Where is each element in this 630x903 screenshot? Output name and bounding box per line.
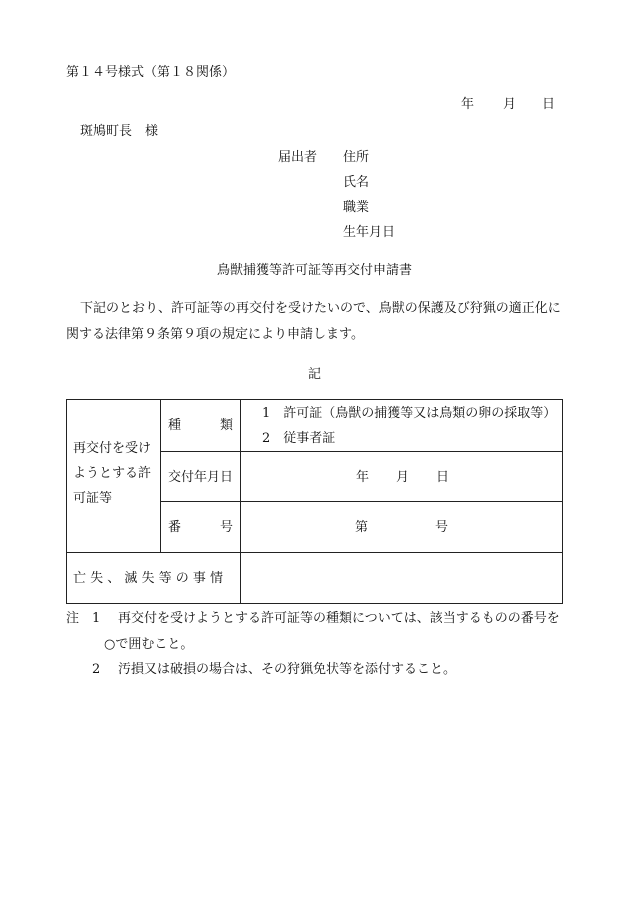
addressee: 斑鳩町長 様 bbox=[80, 124, 159, 139]
type-label-char-2: 類 bbox=[220, 418, 234, 433]
table-divider-h3 bbox=[67, 552, 563, 553]
applicant-label: 届出者 bbox=[278, 150, 318, 165]
note-2-text: 汚損又は破損の場合は、その狩猟免状等を添付すること。 bbox=[118, 662, 457, 677]
body-line-2: 関する法律第９条第９項の規定により申請します。 bbox=[66, 327, 364, 342]
loss-circumstances-label: 亡 失 、 滅 失 等 の 事 情 bbox=[73, 571, 224, 586]
row-header-line-3: 可証等 bbox=[73, 491, 113, 506]
row-header-line-2: ようとする許 bbox=[73, 466, 152, 481]
document-title: 鳥獣捕獲等許可証等再交付申請書 bbox=[217, 263, 413, 278]
row-header-line-1: 再交付を受け bbox=[73, 441, 152, 456]
table-divider-h1 bbox=[160, 451, 563, 452]
form-number: 第１４号様式（第１８関係） bbox=[66, 65, 236, 80]
date-year-label: 年 bbox=[461, 97, 475, 112]
number-dai-label: 第 bbox=[355, 520, 369, 535]
issue-date-label: 交付年月日 bbox=[168, 470, 234, 485]
note-1-line-2: ○で囲むこと。 bbox=[104, 637, 194, 652]
number-go-label: 号 bbox=[435, 520, 449, 535]
ki-heading: 記 bbox=[308, 367, 322, 382]
date-month-label: 月 bbox=[503, 97, 517, 112]
table-divider-v2 bbox=[240, 400, 241, 604]
applicant-address-label: 住所 bbox=[343, 150, 370, 165]
issue-year-label: 年 bbox=[356, 470, 370, 485]
issue-day-label: 日 bbox=[436, 470, 450, 485]
date-day-label: 日 bbox=[542, 97, 556, 112]
number-label-char-1: 番 bbox=[168, 520, 182, 535]
notes-prefix: 注 bbox=[66, 611, 80, 626]
applicant-name-label: 氏名 bbox=[343, 175, 370, 190]
issue-month-label: 月 bbox=[396, 470, 410, 485]
type-option-permit: 1 許可証（鳥獣の捕獲等又は鳥類の卵の採取等） bbox=[262, 406, 557, 421]
number-label-char-2: 号 bbox=[220, 520, 234, 535]
applicant-occupation-label: 職業 bbox=[343, 200, 370, 215]
type-label-char-1: 種 bbox=[168, 418, 182, 433]
table-divider-v1 bbox=[160, 400, 161, 552]
reissue-table bbox=[66, 399, 563, 604]
applicant-birthdate-label: 生年月日 bbox=[343, 225, 396, 240]
note-1-number: 1 bbox=[92, 611, 101, 626]
type-option-worker-card: 2 従事者証 bbox=[262, 431, 336, 446]
table-divider-h2 bbox=[160, 501, 563, 502]
note-1-line-1: 再交付を受けようとする許可証等の種類については、該当するものの番号を bbox=[118, 611, 560, 626]
body-line-1: 下記のとおり、許可証等の再交付を受けたいので、鳥獣の保護及び狩猟の適正化に bbox=[80, 301, 561, 316]
note-2-number: 2 bbox=[92, 662, 101, 677]
